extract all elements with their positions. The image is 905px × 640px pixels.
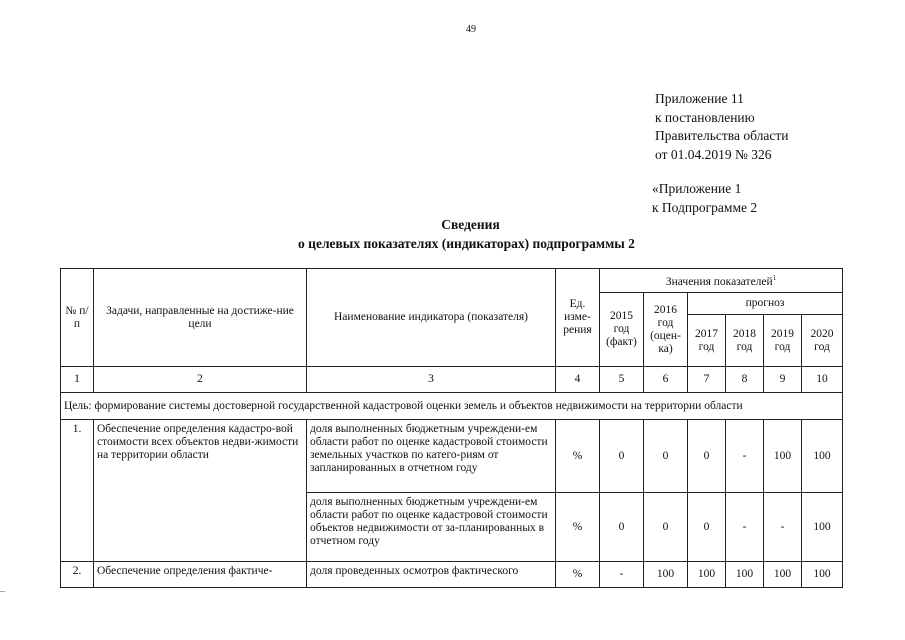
unit-cell: % bbox=[556, 420, 600, 493]
appendix-sub-block bbox=[652, 180, 757, 217]
value-cell: - bbox=[726, 493, 764, 562]
indicator-name: доля выполненных бюджетным учреждени-ем области работ по оценке кадастровой стоимости земельных участков по катего-риям от запланированных в отчетном году bbox=[307, 420, 556, 493]
col-number: 10 bbox=[802, 367, 843, 393]
row-number: 2. bbox=[61, 562, 94, 588]
col-number: 7 bbox=[688, 367, 726, 393]
col-number: 3 bbox=[307, 367, 556, 393]
table-row bbox=[61, 420, 843, 493]
title-line-2: о целевых показателях (индикаторах) подпрограммы 2 bbox=[298, 236, 635, 251]
unit-cell: % bbox=[556, 493, 600, 562]
header-forecast: прогноз bbox=[688, 293, 843, 315]
appendix-line: от 01.04.2019 № 326 bbox=[655, 146, 772, 162]
header-indicator: Наименование индикатора (показателя) bbox=[307, 269, 556, 367]
appendix-line: Приложение 11 bbox=[655, 91, 744, 106]
header-values-text: Значения показателей bbox=[665, 275, 773, 288]
goal-row bbox=[61, 393, 843, 420]
value-cell: 100 bbox=[802, 493, 843, 562]
value-cell: 0 bbox=[600, 420, 644, 493]
col-number: 5 bbox=[600, 367, 644, 393]
col-number: 4 bbox=[556, 367, 600, 393]
header-2020: 2020 год bbox=[802, 315, 843, 367]
appendix-line: Правительства области bbox=[655, 128, 789, 143]
header-unit: Ед. изме-рения bbox=[556, 269, 600, 367]
header-2019: 2019 год bbox=[764, 315, 802, 367]
title-line-1: Сведения bbox=[441, 217, 500, 232]
value-cell: 100 bbox=[644, 562, 688, 588]
header-tasks: Задачи, направленные на достиже-ние цели bbox=[94, 269, 307, 367]
goal-text: Цель: формирование системы достоверной государственной кадастровой оценки земель и объектов недвижимости на территории области bbox=[61, 393, 843, 420]
task-text: Обеспечение определения кадастро-вой стоимости всех объектов недви-жимости на территории области bbox=[94, 420, 307, 562]
col-number: 9 bbox=[764, 367, 802, 393]
appendix-line: к постановлению bbox=[655, 109, 755, 125]
value-cell: 0 bbox=[688, 493, 726, 562]
value-cell: - bbox=[764, 493, 802, 562]
header-2016: 2016 год (оцен-ка) bbox=[644, 293, 688, 367]
margin-mark: _ bbox=[0, 582, 5, 593]
footnote-mark: 1 bbox=[772, 274, 777, 283]
page-number: 49 bbox=[466, 24, 476, 35]
col-number: 1 bbox=[61, 367, 94, 393]
header-2015: 2015 год (факт) bbox=[600, 293, 644, 367]
header-row-1 bbox=[61, 269, 843, 293]
value-cell: 0 bbox=[644, 420, 688, 493]
value-cell: 100 bbox=[688, 562, 726, 588]
value-cell: 0 bbox=[644, 493, 688, 562]
indicator-name: доля выполненных бюджетным учреждени-ем области работ по оценке кадастровой стоимости объектов недвижимости от за-планированных в отчетном году bbox=[307, 493, 556, 562]
value-cell: 100 bbox=[764, 562, 802, 588]
value-cell: 100 bbox=[764, 420, 802, 493]
value-cell: - bbox=[726, 420, 764, 493]
indicators-table bbox=[60, 268, 843, 588]
col-number: 2 bbox=[94, 367, 307, 393]
appendix-block bbox=[655, 90, 788, 164]
value-cell: - bbox=[600, 562, 644, 588]
document-title bbox=[0, 215, 905, 253]
appendix-sub-line: «Приложение 1 bbox=[652, 181, 742, 196]
unit-cell: % bbox=[556, 562, 600, 588]
appendix-sub-line: к Подпрограмме 2 bbox=[652, 199, 758, 215]
header-2018: 2018 год bbox=[726, 315, 764, 367]
header-values-group bbox=[600, 269, 843, 293]
row-number: 1. bbox=[61, 420, 94, 562]
value-cell: 100 bbox=[726, 562, 764, 588]
header-2017: 2017 год bbox=[688, 315, 726, 367]
header-num: № п/п bbox=[61, 269, 94, 367]
value-cell: 100 bbox=[802, 562, 843, 588]
col-number: 6 bbox=[644, 367, 688, 393]
task-text: Обеспечение определения фактиче- bbox=[94, 562, 307, 588]
value-cell: 0 bbox=[688, 420, 726, 493]
indicator-name: доля проведенных осмотров фактического bbox=[307, 562, 556, 588]
value-cell: 100 bbox=[802, 420, 843, 493]
table-row bbox=[61, 562, 843, 588]
col-number: 8 bbox=[726, 367, 764, 393]
column-number-row bbox=[61, 367, 843, 393]
value-cell: 0 bbox=[600, 493, 644, 562]
